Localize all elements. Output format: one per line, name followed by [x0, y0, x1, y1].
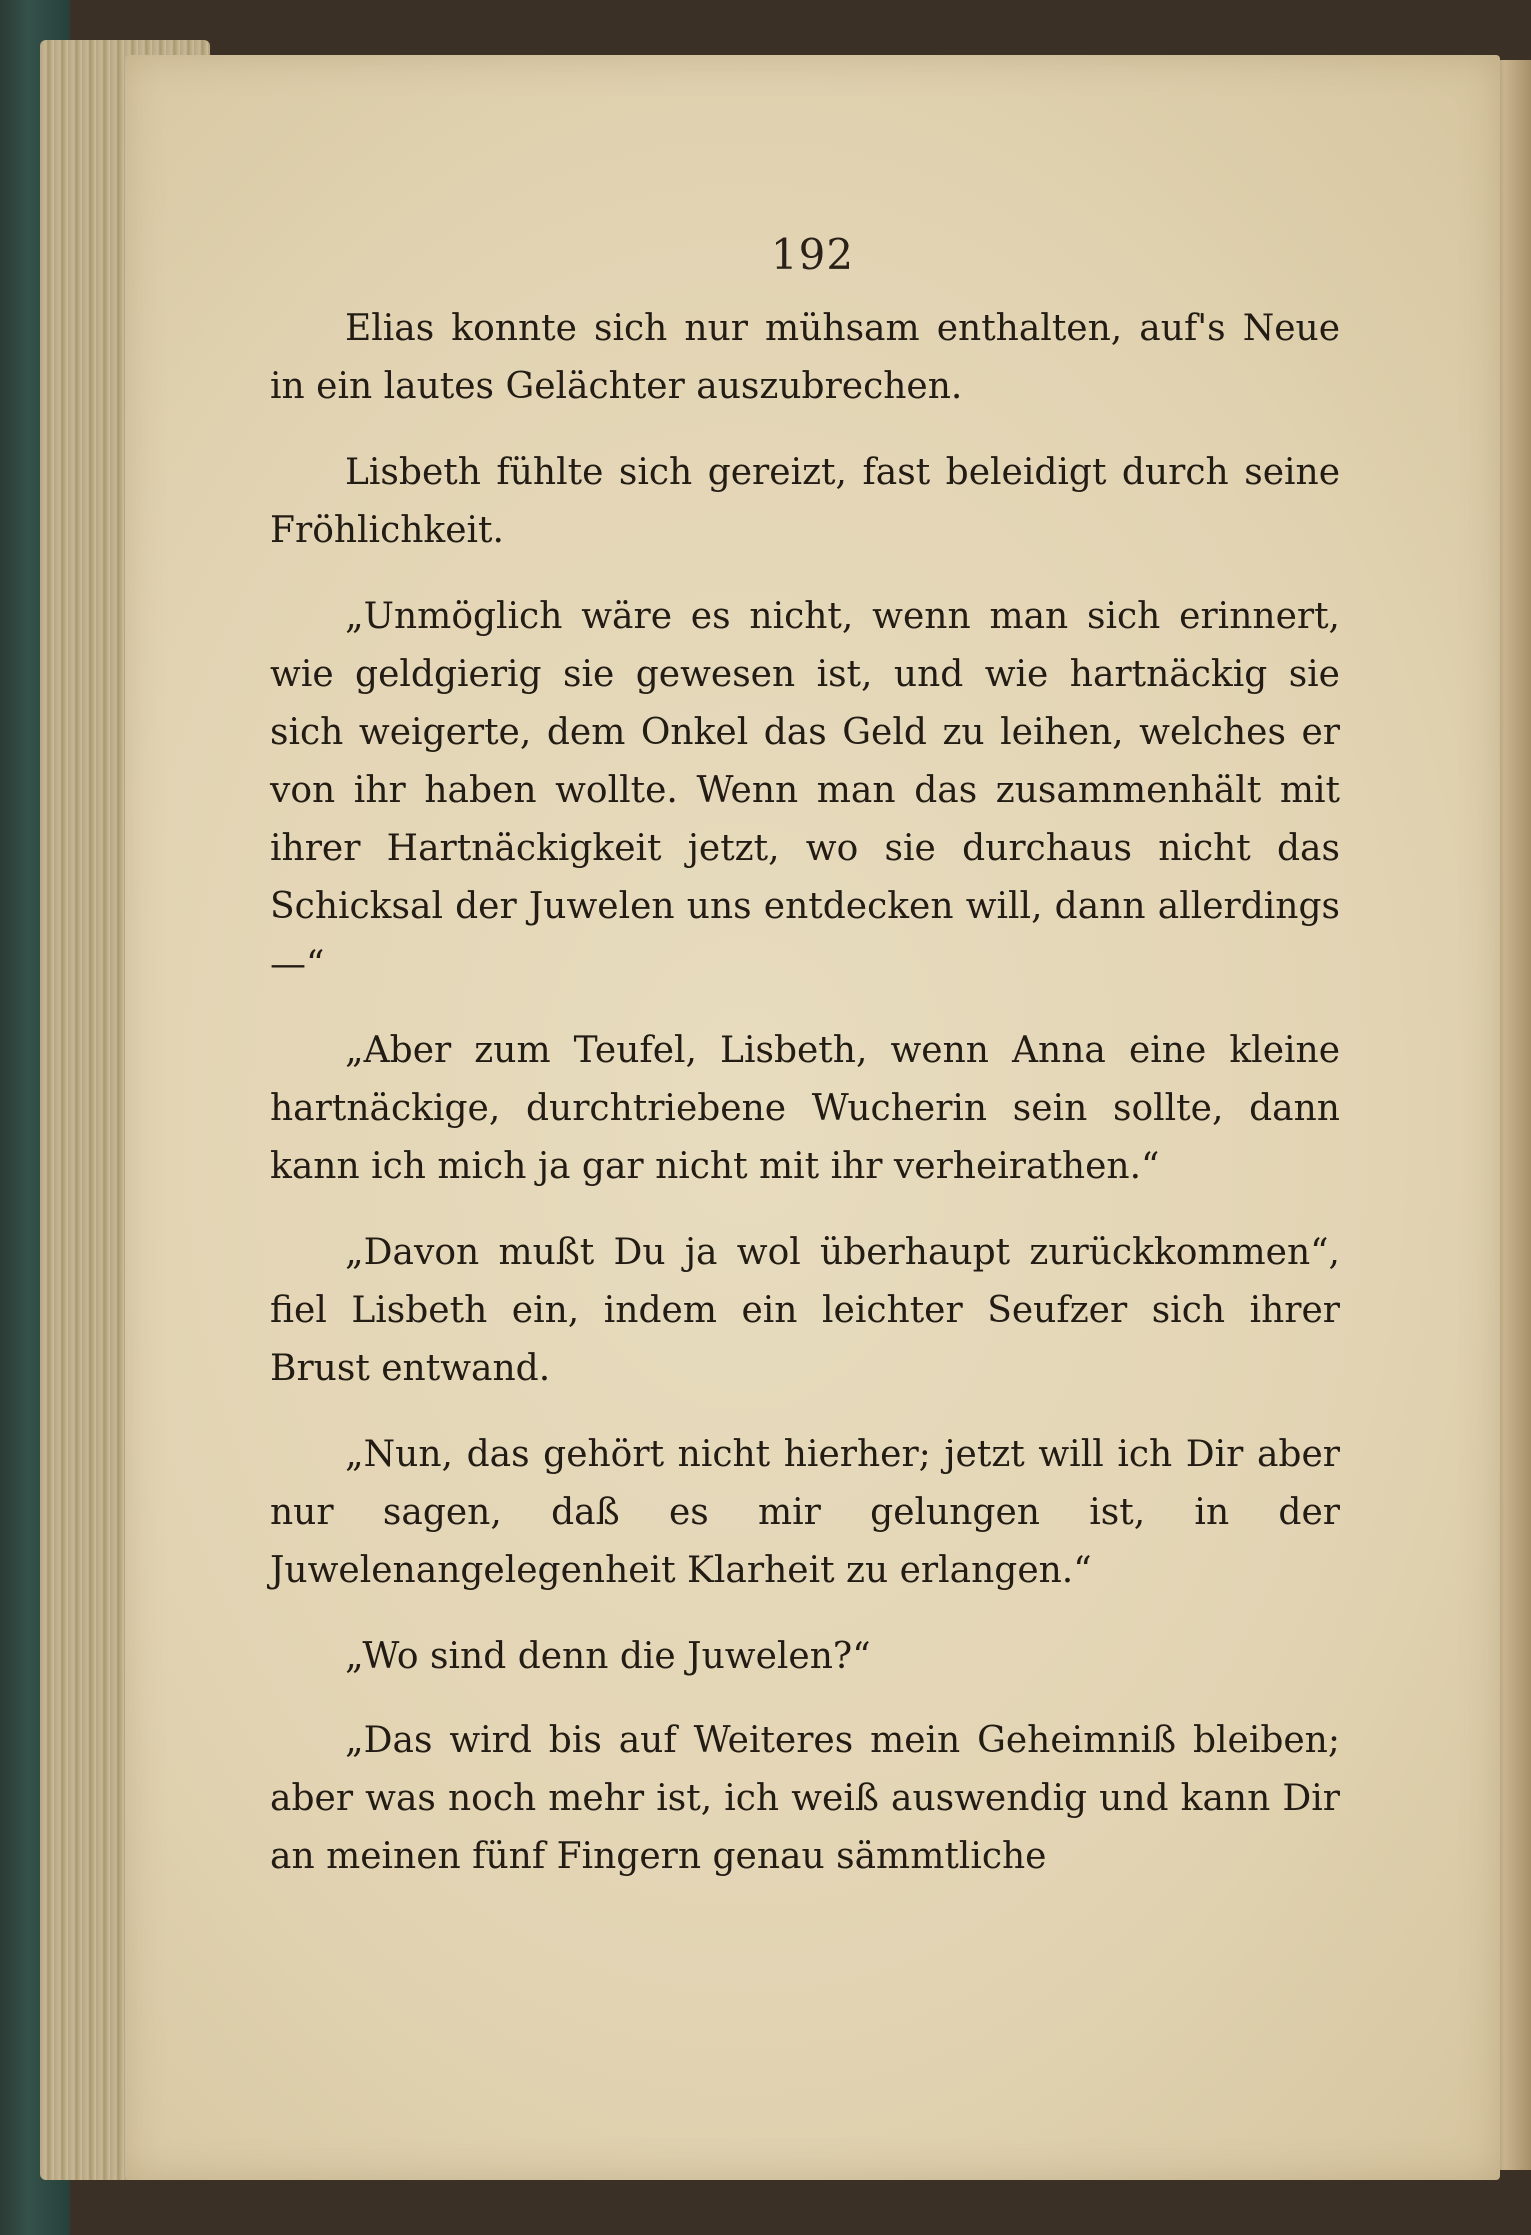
paragraph: Lisbeth fühlte sich gereizt, fast beleidigt durch seine Fröhlichkeit.	[270, 452, 1340, 551]
paragraph: „Unmöglich wäre es nicht, wenn man sich erinnert, wie geldgierig sie gewesen ist, und wie hartnäckig sie sich weigerte, dem Onkel das Geld zu leihen, welches er von ihr haben wollte. Wenn man das zusammenhält mit ihrer Hartnäckigkeit jetzt, wo sie durchaus nicht das Schicksal der Juwelen uns entdecken will, dann allerdings —“	[270, 596, 1340, 985]
paragraph: Elias konnte sich nur mühsam enthalten, auf's Neue in ein lautes Gelächter auszubrechen.	[270, 308, 1340, 407]
page-text	[270, 300, 1340, 1914]
paragraph: „Wo sind denn die Juwelen?“	[345, 1636, 871, 1677]
paragraph: „Nun, das gehört nicht hierher; jetzt will ich Dir aber nur sagen, daß es mir gelungen ist, in der Juwelenangelegenheit Klarheit zu erlangen.“	[270, 1434, 1340, 1591]
page-number: 192	[770, 230, 855, 279]
paragraph: „Davon mußt Du ja wol überhaupt zurückkommen“, fiel Lisbeth ein, indem ein leichter Seufzer sich ihrer Brust entwand.	[270, 1232, 1340, 1389]
paragraph: „Das wird bis auf Weiteres mein Geheimniß bleiben; aber was noch mehr ist, ich weiß auswendig und kann Dir an meinen fünf Fingern genau sämmtliche	[270, 1720, 1340, 1877]
paragraph: „Aber zum Teufel, Lisbeth, wenn Anna eine kleine hartnäckige, durchtriebene Wucherin sein sollte, dann kann ich mich ja gar nicht mit ihr verheirathen.“	[270, 1030, 1340, 1187]
